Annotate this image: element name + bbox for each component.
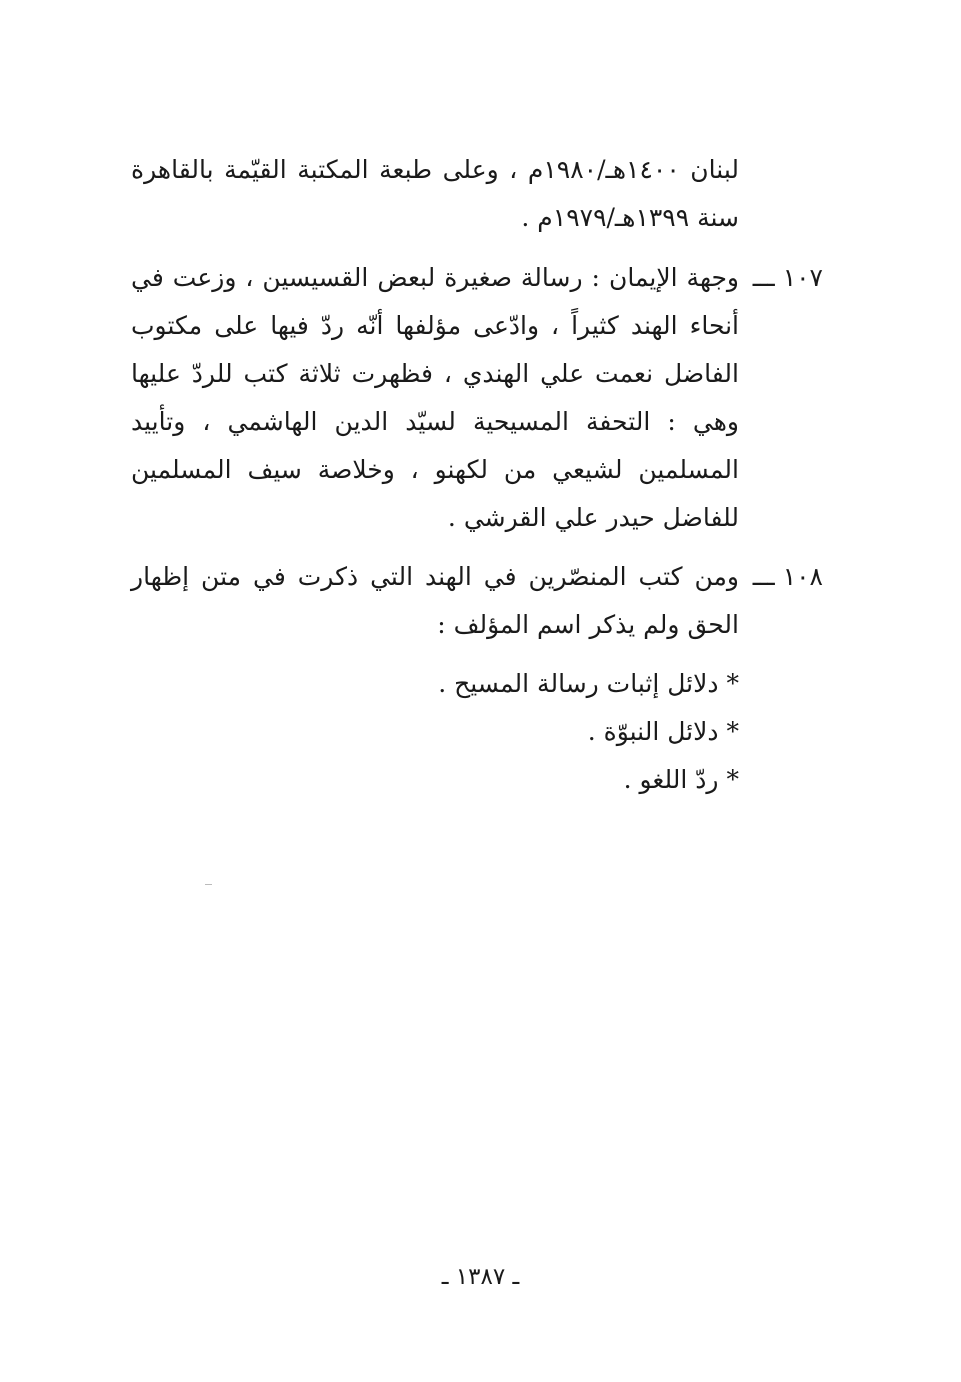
bullet-marker: * [726,765,739,794]
continuation-text: لبنان ١٤٠٠هـ/١٩٨٠م ، وعلى طبعة المكتبة القيّمة بالقاهرة سنة ١٣٩٩هـ/١٩٧٩م . [131,155,739,232]
entry-108 [131,553,823,649]
entry-107 [131,254,823,542]
entry-text: وجهة الإيمان : رسالة صغيرة لبعض القسيسين ، وزعت في أنحاء الهند كثيراً ، وادّعى مؤلفها أنّه ردّ فيها على مكتوب الفاضل نعمت علي الهندي ، فظهرت ثلاثة كتب للردّ عليها وهي : التحفة المسيحية لسيّد الدين الهاشمي ، وتأييد المسلمين لشيعي من لكهنو ، وخلاصة سيف المسلمين للفاضل حيدر علي القرشي . [131,263,739,532]
list-item [438,756,739,804]
list-item-text: دلائل إثبات رسالة المسيح . [438,669,719,698]
scan-speck [205,884,212,885]
list-item-text: دلائل النبوّة . [587,717,719,746]
list-item-text: ردّ اللغو . [623,765,719,794]
entry-number: ١٠٧ ـــ [752,263,823,292]
bullet-marker: * [726,717,739,746]
continuation-paragraph [131,146,739,242]
page-number: ـ ١٣٨٧ ـ [441,1264,520,1290]
bullet-list [438,660,739,804]
list-item [438,660,739,708]
bullet-marker: * [726,669,739,698]
entry-number: ١٠٨ ـــ [752,562,823,591]
entry-text: ومن كتب المنصّرين في الهند التي ذكرت في متن إظهار الحق ولم يذكر اسم المؤلف : [131,562,739,639]
list-item [438,708,739,756]
